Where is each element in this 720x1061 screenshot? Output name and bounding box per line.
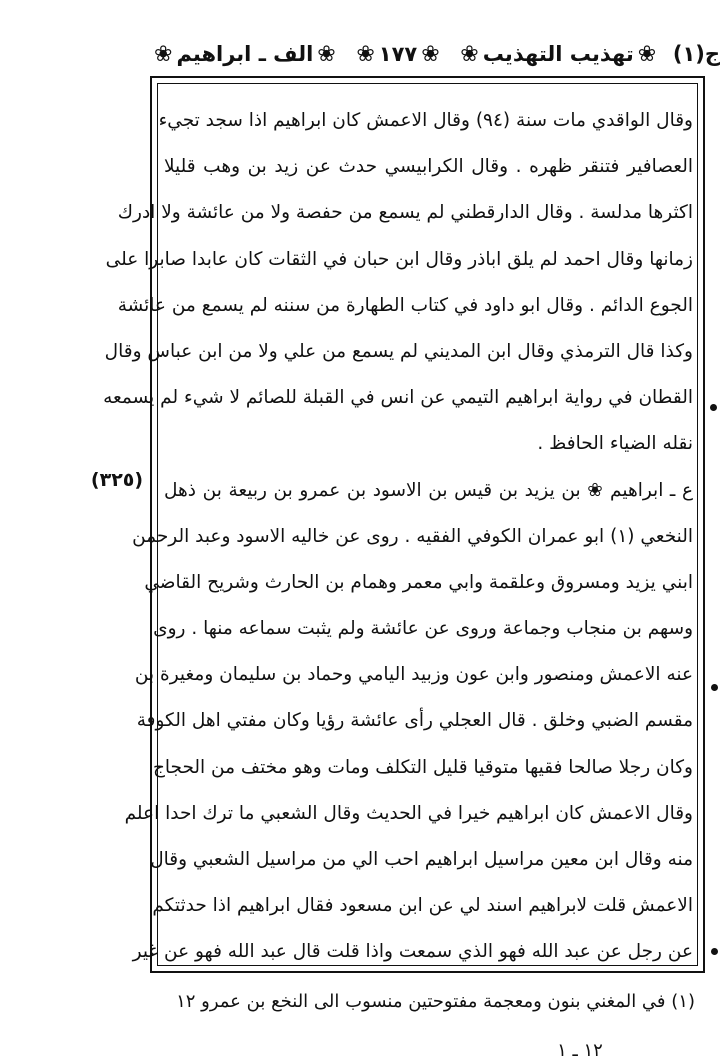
text-line: العصافير فتنقر ظهره . وقال الكرابيسي حدث عن زيد بن وهب قليلا (164, 156, 693, 178)
text-line: زمانها وقال احمد لم يلق اباذر وقال ابن حبان في الثقات كان عابدا صابرا على (105, 248, 693, 270)
entry-number: (٣٢٥) (90, 469, 144, 491)
margin-dot (711, 684, 718, 691)
text-line: نقله الضياء الحافظ . (537, 433, 693, 455)
margin-dot (710, 404, 717, 411)
margin-dot (711, 948, 718, 955)
text-line: وكذا قال الترمذي وقال ابن المديني لم يسمع من علي ولا من ابن عباس وقال (104, 340, 693, 362)
flower-ornament-icon: ❀ (637, 41, 657, 67)
text-line: اكثرها مدلسة . وقال الدارقطني لم يسمع من حفصة ولا من عائشة ولا ادرك (117, 202, 693, 224)
text-line: وسهم بن منجاب وجماعة وروى عن عائشة ولم يثبت سماعه منها . روى (153, 618, 693, 640)
text-line: الجوع الدائم . وقال ابو داود في كتاب الطهارة من سننه لم يسمع من عائشة (117, 294, 693, 316)
flower-ornament-icon: ❀ (356, 41, 375, 67)
text-line: وقال الواقدي مات سنة (٩٤) وقال الاعمش كان ابراهيم اذا سجد تجيء (158, 110, 693, 131)
text-line: الاعمش قلت لابراهيم اسند لي عن ابن مسعود فقال ابراهيم اذا حدثتكم (152, 895, 693, 917)
flower-ornament-icon: ❀ (317, 41, 336, 67)
text-line: ابني يزيد ومسروق وعلقمة وابي معمر وهمام بن الحارث وشريح القاضي (144, 571, 693, 593)
text-line: النخعي (١) ابو عمران الكوفي الفقيه . روى عن خاليه الاسود وعبد الرحمن (132, 525, 693, 547)
flower-ornament-icon: ❀ (421, 41, 440, 67)
text-line: وكان رجلا صالحا فقيها متوقيا قليل التكلف ومات وهو مختف من الحجاج (152, 756, 693, 778)
text-line: عن رجل عن عبد الله فهو الذي سمعت واذا قلت قال عبد الله فهو عن غير (132, 941, 693, 963)
volume-label: ج(١) (672, 42, 720, 66)
text-line: وقال الاعمش كان ابراهيم خيرا في الحديث وقال الشعبي ما ترك احدا اعلم (124, 802, 693, 824)
text-line: مقسم الضبي وخلق . قال العجلي رأى عائشة رؤيا وكان مفتي اهل الكوفة (136, 710, 693, 732)
page-number: ١٧٧ (378, 42, 418, 66)
text-line: منه وقال ابن معين مراسيل ابراهيم احب الي من مراسيل الشعبي وقال (150, 849, 693, 870)
footnote: (١) في المغني بنون ومعجمة مفتوحتين منسوب الى النخع بن عمرو ١٢ (176, 991, 695, 1012)
entry-heading-line: ع ـ ابراهيم ❀ بن يزيد بن قيس بن الاسود بن عمرو بن ربيعة بن ذهل (164, 479, 693, 501)
book-title: تهذيب التهذيب (482, 42, 634, 66)
section-title: الف ـ ابراهيم (176, 42, 314, 66)
text-line: عنه الاعمش ومنصور وابن عون وزبيد اليامي وحماد بن سليمان ومغيرة بن (134, 664, 693, 686)
text-line: القطان في رواية ابراهيم التيمي عن انس في القبلة للصائم لا شيء لم يسمعه (103, 387, 693, 409)
running-header (150, 32, 720, 76)
flower-ornament-icon: ❀ (154, 41, 173, 67)
flower-ornament-icon: ❀ (460, 41, 479, 67)
page-signature: ١٢ ـ ١ (557, 1040, 603, 1061)
